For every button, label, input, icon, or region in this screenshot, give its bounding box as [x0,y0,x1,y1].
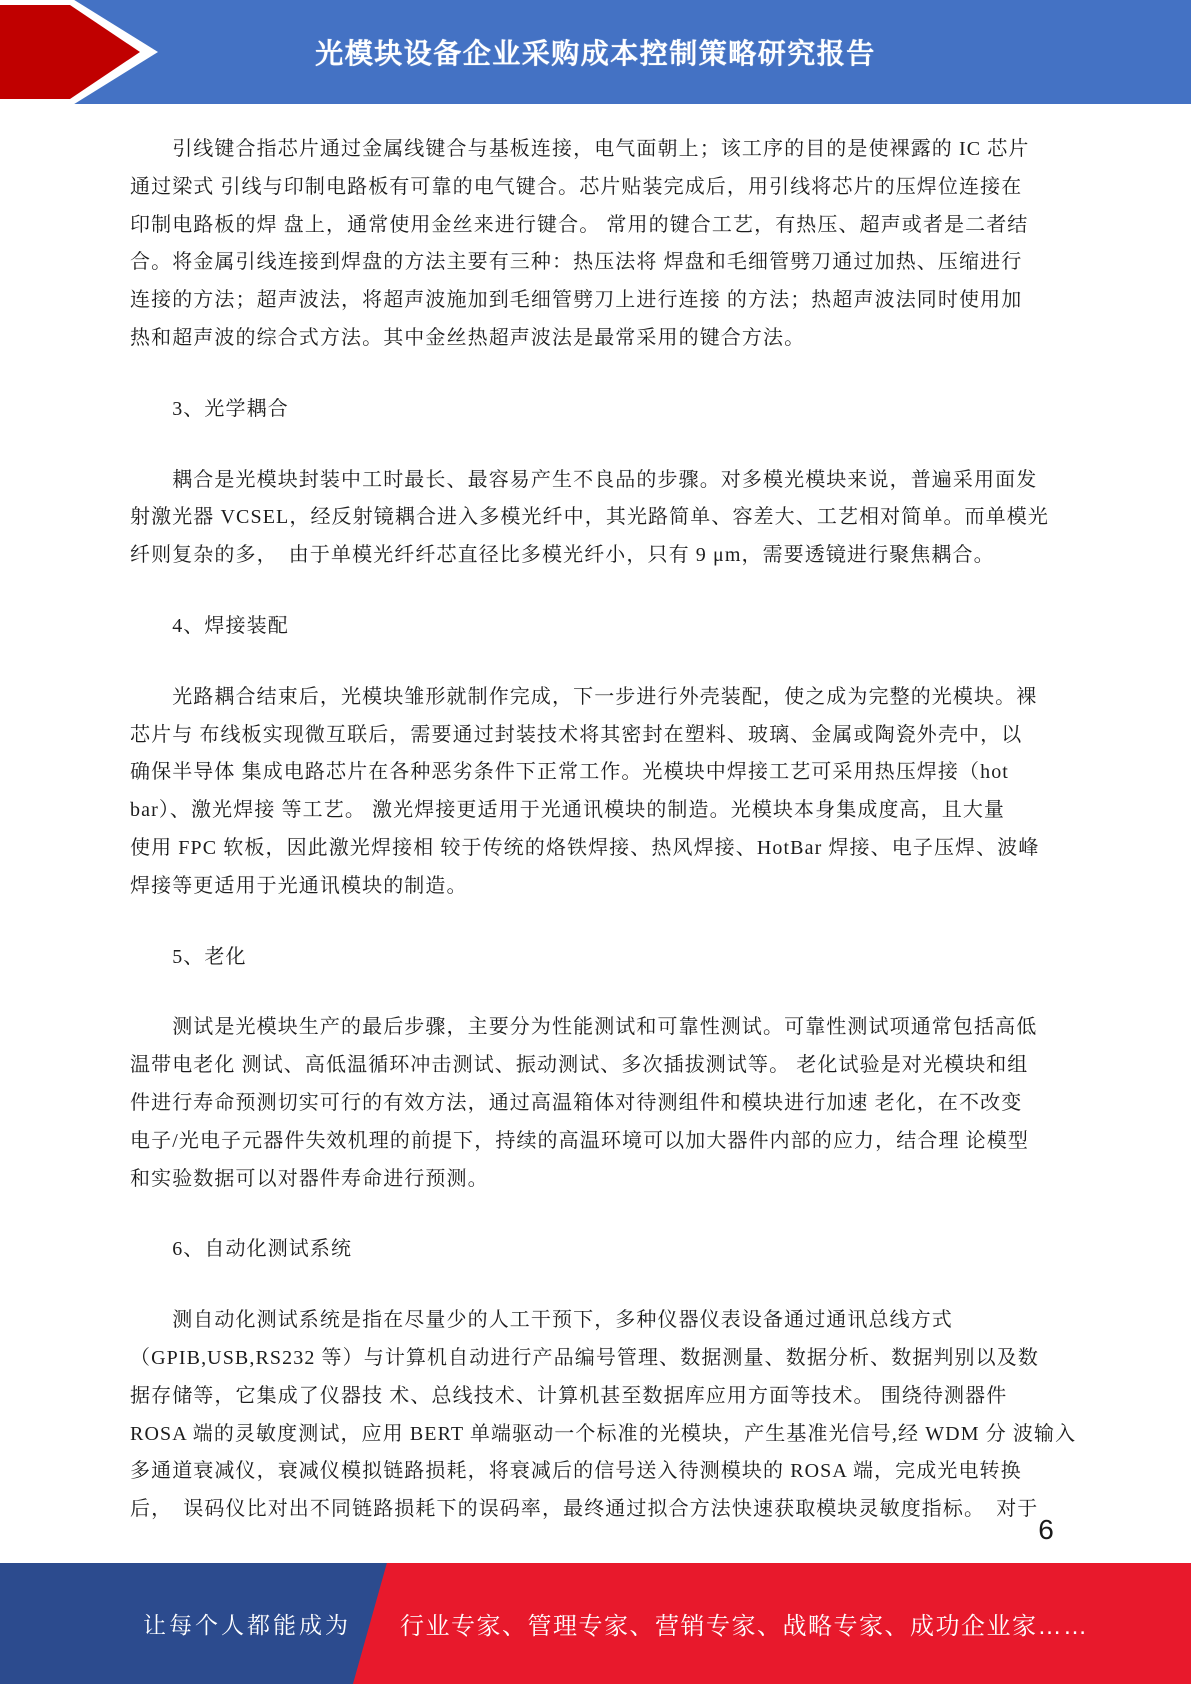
text-line: 和实验数据可以对器件寿命进行预测。 [130,1167,489,1190]
paragraph [130,679,1075,906]
text-line: 据存储等，它集成了仪器技 术、总线技术、计算机甚至数据库应用方面等技术。 围绕待测器件 [130,1384,1008,1407]
text-line: 纤则复杂的多， 由于单模光纤纤芯直径比多模光纤小，只有 9 μm，需要透镜进行聚焦耦合。 [130,544,995,567]
text-line: 通过梁式 引线与印制电路板有可靠的电气键合。芯片贴装完成后，用引线将芯片的压焊位连接在 [130,175,1023,198]
chevron-right-icon [0,5,140,99]
section-heading [130,608,1075,646]
section-heading [130,939,1075,977]
text-line: 使用 FPC 软板，因此激光焊接相 较于传统的烙铁焊接、热风焊接、HotBar 焊接、电子压焊、波峰 [130,836,1040,859]
text-line: 温带电老化 测试、高低温循环冲击测试、振动测试、多次插拔测试等。 老化试验是对光模块和组 [130,1054,1029,1077]
page-header-banner [0,0,1191,104]
text-line: ROSA 端的灵敏度测试，应用 BERT 单端驱动一个标准的光模块，产生基准光信号,经 WDM 分 波输入 [130,1422,1077,1445]
text-line: 热和超声波的综合式方法。其中金丝热超声波法是最常采用的键合方法。 [130,326,806,349]
page-number: 6 [1038,1514,1054,1545]
text-line: 耦合是光模块封装中工时最长、最容易产生不良品的步骤。对多模光模块来说，普遍采用面发 [130,468,1038,491]
section-heading [130,391,1075,429]
footer-slogan-right: 行业专家、管理专家、营销专家、战略专家、成功企业家…… [400,1613,1089,1640]
text-line: 合。将金属引线连接到焊盘的方法主要有三种：热压法将 焊盘和毛细管劈刀通过加热、压缩进行 [130,251,1023,274]
report-title: 光模块设备企业采购成本控制策略研究报告 [315,38,876,69]
text-line: 确保半导体 集成电路芯片在各种恶劣条件下正常工作。光模块中焊接工艺可采用热压焊接（hot [130,761,1009,784]
text-line: 射激光器 VCSEL，经反射镜耦合进入多模光纤中，其光路简单、容差大、工艺相对简单。而单模光 [130,506,1049,529]
text-line: 后， 误码仪比对出不同链路损耗下的误码率，最终通过拟合方法快速获取模块灵敏度指标。 对于 [130,1498,1039,1521]
text-line: 光路耦合结束后，光模块雏形就制作完成，下一步进行外壳装配，使之成为完整的光模块。裸 [130,685,1038,708]
text-line: 电子/光电子元器件失效机理的前提下，持续的高温环境可以加大器件内部的应力，结合理 论模型 [130,1129,1029,1152]
paragraph [130,1009,1075,1198]
text-line: 测试是光模块生产的最后步骤，主要分为性能测试和可靠性测试。可靠性测试项通常包括高低 [130,1016,1038,1039]
paragraph [130,462,1075,575]
text-line: 引线键合指芯片通过金属线键合与基板连接，电气面朝上；该工序的目的是使裸露的 IC 芯片 [130,138,1030,160]
text-line: 多通道衰减仪，衰减仪模拟链路损耗，将衰减后的信号送入待测模块的 ROSA 端，完成光电转换 [130,1460,1022,1483]
paragraph [130,131,1075,358]
text-line: 4、焊接装配 [130,614,289,637]
document-body [130,131,1075,1529]
text-line: 3、光学耦合 [130,397,289,420]
footer-slogan-left: 让每个人都能成为 [143,1612,351,1638]
text-line: 件进行寿命预测切实可行的有效方法，通过高温箱体对待测组件和模块进行加速 老化，在不改变 [130,1091,1023,1114]
text-line: 焊接等更适用于光通讯模块的制造。 [130,874,468,897]
paragraph [130,1302,1075,1529]
page-footer [0,1563,1191,1684]
text-line: 连接的方法；超声波法，将超声波施加到毛细管劈刀上进行连接 的方法；热超声波法同时使用加 [130,289,1023,312]
text-line: 印制电路板的焊 盘上，通常使用金丝来进行键合。 常用的键合工艺，有热压、超声或者是二者结 [130,213,1029,236]
text-line: 测自动化测试系统是指在尽量少的人工干预下，多种仪器仪表设备通过通讯总线方式 [130,1309,953,1332]
text-line: 芯片与 布线板实现微互联后，需要通过封装技术将其密封在塑料、玻璃、金属或陶瓷外壳中，以 [130,723,1023,746]
text-line: 5、老化 [130,945,247,968]
text-line: bar）、激光焊接 等工艺。 激光焊接更适用于光通讯模块的制造。光模块本身集成度高，且大量 [130,799,1006,822]
section-heading [130,1231,1075,1269]
text-line: （GPIB,USB,RS232 等）与计算机自动进行产品编号管理、数据测量、数据分析、数据判别以及数 [130,1346,1039,1369]
text-line: 6、自动化测试系统 [130,1238,353,1261]
